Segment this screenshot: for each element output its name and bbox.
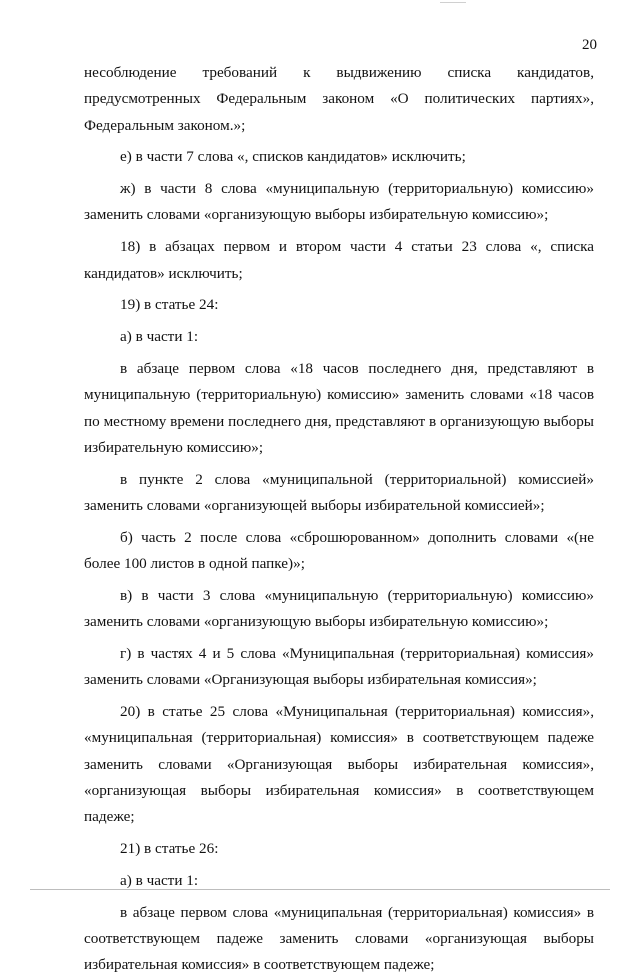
- paragraph-item-21: 21) в статье 26:: [120, 840, 219, 858]
- paragraph-item-19: 19) в статье 24:: [120, 296, 219, 314]
- paragraph-item-19a: а) в части 1:: [120, 328, 199, 346]
- paragraph-continuation: несоблюдение требований к выдвижению списка кандидатов, предусмотренных Федеральным законом «О политических партиях», Федеральным законом.»;: [84, 64, 594, 134]
- document-body: [84, 60, 594, 979]
- paragraph-item-18: 18) в абзацах первом и втором части 4 статьи 23 слова «, списка кандидатов» исключить;: [84, 238, 594, 282]
- paragraph-item-20: 20) в статье 25 слова «Муниципальная (территориальная) комиссия», «муниципальная (территориальная) комиссия» в соответствующем падеже заменить словами «Организующая выборы избирательная комиссия», «организующая выборы избирательная комиссия» в соответствующем падеже;: [84, 703, 594, 826]
- paragraph-19a-punkt-2: в пункте 2 слова «муниципальной (территориальной) комиссией» заменить словами «организующей выборы избирательной комиссией»;: [84, 470, 594, 514]
- page-number: 20: [582, 37, 597, 53]
- paragraph-item-19v: в) в части 3 слова «муниципальную (территориальную) комиссию» заменить словами «организующую выборы избирательную комиссию»;: [84, 586, 594, 631]
- paragraph-item-21a: а) в части 1:: [120, 871, 199, 889]
- paragraph-21a-first-abzac: в абзаце первом слова «муниципальная (территориальная) комиссия» в соответствующем падеже заменить словами «организующая выборы избирательная комиссия» в соответствующем падеже;: [84, 903, 594, 974]
- paragraph-item-19b: б) часть 2 после слова «сброшюрованном» дополнить словами «(не более 100 листов в одной папке)»;: [84, 528, 594, 573]
- top-scan-mark: [440, 2, 466, 3]
- paragraph-item-19g: г) в частях 4 и 5 слова «Муниципальная (территориальная) комиссия» заменить словами «Организующая выборы избирательная комиссия»;: [84, 644, 594, 689]
- paragraph-item-zh: ж) в части 8 слова «муниципальную (территориальную) комиссию» заменить словами «организующую выборы избирательную комиссию»;: [84, 180, 594, 224]
- bottom-scan-rule: [30, 889, 610, 890]
- paragraph-19a-first-abzac: в абзаце первом слова «18 часов последнего дня, представляют в муниципальную (территориальную) комиссию» заменить словами «18 часов по местному времени последнего дня, представляют в организующую выборы избирательную комиссию»;: [84, 359, 594, 456]
- paragraph-item-e: е) в части 7 слова «, списков кандидатов» исключить;: [120, 148, 466, 166]
